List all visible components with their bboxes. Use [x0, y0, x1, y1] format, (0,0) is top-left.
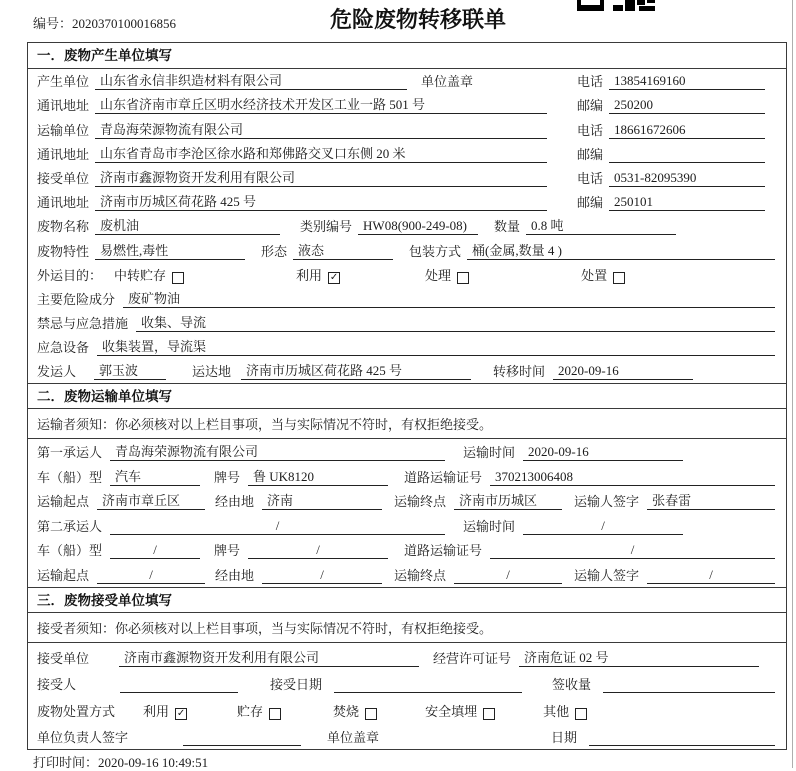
received-qty-label: 签收量: [552, 677, 592, 692]
endpoint-label: 运输终点: [394, 568, 447, 583]
emergency-label: 禁忌与应急措施: [37, 316, 129, 332]
received-qty-field: [603, 677, 775, 693]
receiver-address-field: 济南市历城区荷花路 425 号: [95, 191, 547, 211]
disposal-burn-label: 焚烧: [333, 703, 360, 719]
waste-name-row: [28, 214, 786, 238]
equipment-field: 收集装置，导流渠: [97, 336, 775, 356]
address-label: 通讯地址: [37, 195, 90, 211]
shipper-label: 发运人: [37, 364, 77, 380]
serial-number: [33, 13, 176, 32]
zip-label: 邮编: [576, 98, 603, 114]
vehicle-type1-field: 汽车: [110, 466, 200, 486]
purpose-transfer-label: 中转贮存: [114, 267, 167, 283]
receiver-label: 接受单位: [37, 170, 90, 186]
road-permit-label: 道路运输证号: [404, 543, 483, 559]
receiver-zip-field: 250101: [609, 194, 765, 211]
vehicle-type2-field: /: [110, 542, 200, 559]
receiver-row: [28, 166, 786, 190]
transport-time-label: 运输时间: [463, 518, 516, 534]
transporter-label: 运输单位: [37, 122, 90, 138]
packaging-field: 桶(金属,数量 4 ): [467, 240, 775, 260]
quantity-field: 0.8 吨: [526, 215, 676, 235]
origin2-field: /: [97, 567, 205, 584]
shipper-field: 郭玉波: [94, 360, 166, 380]
disposal-landfill-checkbox: [483, 708, 495, 720]
equipment-label: 应急设备: [37, 340, 90, 356]
qr-code-fragment: [577, 0, 657, 12]
transporter-address-field: 山东省青岛市李沧区徐水路和郑佛路交叉口东侧 20 米: [95, 143, 547, 163]
purpose-label: 外运目的：: [37, 267, 103, 283]
waste-name-field: 废机油: [95, 215, 280, 235]
carrier-sign-label: 运输人签字: [574, 568, 640, 583]
unit-seal-label: 单位盖章: [421, 74, 474, 90]
equipment-row: [28, 335, 786, 359]
transporter-notice: 运输者须知：你必须核对以上栏目事项，当与实际情况不符时，有权拒绝接受。: [28, 409, 786, 439]
transporter-address-row: [28, 142, 786, 166]
shipper-row: [28, 359, 786, 383]
endpoint2-field: /: [454, 567, 562, 584]
carrier2-row: [28, 513, 786, 538]
purpose-treat-checkbox: [457, 272, 469, 284]
disposal-row: [28, 696, 786, 723]
emergency-row: [28, 311, 786, 335]
producer-address-row: [28, 93, 786, 117]
road-permit-label: 道路运输证号: [404, 469, 483, 485]
phone-label: 电话: [576, 170, 603, 186]
purpose-treat-label: 处理: [425, 267, 452, 283]
manager-sign-field: [183, 730, 301, 746]
hazard-label: 主要危险成分: [37, 291, 116, 307]
carrier-sign2-field: /: [647, 567, 775, 584]
disposal-use-checkbox: ✓: [176, 707, 186, 719]
transfer-time-field: 2020-09-16: [553, 363, 693, 380]
origin-label: 运输起点: [37, 568, 90, 583]
accept-unit-field: 济南市鑫源物资开发利用有限公司: [119, 647, 419, 667]
unit-seal-label: 单位盖章: [327, 730, 380, 745]
phone-label: 电话: [576, 74, 603, 90]
disposal-store-checkbox: [269, 708, 281, 720]
via2-field: /: [262, 567, 382, 584]
section2-heading: 二．废物运输单位填写: [28, 383, 786, 409]
print-time-label: 打印时间：: [33, 755, 99, 770]
endpoint-label: 运输终点: [394, 494, 447, 510]
category-field: HW08(900-249-08): [358, 218, 478, 235]
transporter-phone-field: 18661672606: [609, 122, 765, 139]
waste-props-row: [28, 238, 786, 262]
carrier1-field: 青岛海荣源物流有限公司: [110, 441, 445, 461]
date-label: 日期: [551, 730, 578, 745]
waste-props-label: 废物特性: [37, 243, 90, 259]
accept-unit-label: 接受单位: [37, 650, 90, 666]
accept-date-field: [334, 677, 522, 693]
origin-label: 运输起点: [37, 494, 90, 510]
section2-body: [28, 439, 786, 587]
purpose-transfer-checkbox: [172, 272, 184, 284]
section1-body: [28, 69, 786, 383]
purpose-dispose-checkbox: [613, 272, 625, 284]
receiver-address-row: [28, 190, 786, 214]
packaging-label: 包装方式: [409, 243, 462, 259]
producer-row: [28, 69, 786, 93]
transfer-time-label: 转移时间: [493, 364, 546, 380]
accept-date-label: 接受日期: [270, 677, 323, 692]
license-label: 经营许可证号: [433, 650, 512, 666]
origin1-field: 济南市章丘区: [97, 490, 205, 510]
date-field: [589, 730, 775, 746]
section3-body: [28, 643, 786, 749]
transfer-form: [27, 42, 787, 750]
transport-time2-field: /: [523, 518, 683, 535]
purpose-use-checkbox: ✓: [329, 271, 339, 283]
transporter-field: 青岛海荣源物流有限公司: [95, 119, 547, 139]
carrier2-field: /: [110, 518, 445, 535]
carrier2-label: 第二承运人: [37, 518, 103, 534]
page-title: 危险废物转移联单: [330, 7, 507, 32]
destination-label: 运达地: [192, 364, 232, 380]
acceptor-field: [120, 677, 238, 693]
vehicle1-row: [28, 464, 786, 489]
transport-time1-field: 2020-09-16: [523, 444, 683, 461]
vehicle-type-label: 车（船）型: [37, 469, 103, 485]
plate-label: 牌号: [214, 543, 241, 559]
quantity-label: 数量: [494, 219, 521, 235]
disposal-label: 废物处置方式: [37, 703, 116, 719]
disposal-burn-checkbox: [365, 708, 377, 720]
road-permit2-field: /: [490, 542, 775, 559]
disposal-landfill-label: 安全填埋: [425, 703, 478, 719]
section1-heading: 一．废物产生单位填写: [28, 43, 786, 69]
print-time: [33, 752, 208, 771]
zip-label: 邮编: [576, 195, 603, 211]
license-field: 济南危证 02 号: [519, 647, 759, 667]
producer-phone-field: 13854169160: [609, 73, 765, 90]
disposal-other-checkbox: [575, 708, 587, 720]
transporter-zip-field: [609, 147, 765, 163]
transporter-row: [28, 117, 786, 141]
vehicle-type-label: 车（船）型: [37, 543, 103, 559]
waste-name-label: 废物名称: [37, 219, 90, 235]
waste-props-field: 易燃性,毒性: [95, 240, 245, 260]
carrier1-row: [28, 439, 786, 464]
disposal-other-label: 其他: [543, 703, 570, 719]
transport-time-label: 运输时间: [463, 445, 516, 461]
via-label: 经由地: [215, 568, 255, 583]
phone-label: 电话: [576, 122, 603, 138]
producer-address-field: 山东省济南市章丘区明水经济技术开发区工业一路 501 号: [95, 94, 547, 114]
receiver-field: 济南市鑫源物资开发利用有限公司: [95, 167, 547, 187]
manager-sign-label: 单位负责人签字: [37, 730, 129, 745]
window-edge-line: [792, 0, 793, 768]
route2-row: [28, 562, 786, 587]
serial-label: 编号：: [33, 16, 73, 31]
plate1-field: 鲁 UK8120: [248, 466, 388, 486]
hazard-row: [28, 287, 786, 311]
category-label: 类别编号: [300, 219, 353, 235]
purpose-use-label: 利用: [296, 267, 323, 283]
serial-value: 2020370100016856: [72, 16, 177, 31]
emergency-field: 收集、导流: [136, 312, 775, 332]
receiver-notice: 接受者须知：你必须核对以上栏目事项，当与实际情况不符时，有权拒绝接受。: [28, 613, 786, 643]
road-permit1-field: 370213006408: [490, 469, 775, 486]
form-label: 形态: [261, 243, 288, 259]
purpose-row: [28, 263, 786, 287]
address-label: 通讯地址: [37, 146, 90, 162]
destination-field: 济南市历城区荷花路 425 号: [241, 360, 471, 380]
producer-field: 山东省永信非织造材料有限公司: [95, 70, 407, 90]
form-field: 液态: [293, 240, 393, 260]
zip-label: 邮编: [576, 146, 603, 162]
route1-row: [28, 489, 786, 514]
print-time-value: 2020-09-16 10:49:51: [98, 755, 209, 770]
via-label: 经由地: [215, 494, 255, 510]
receiver-phone-field: 0531-82095390: [609, 170, 765, 187]
endpoint1-field: 济南市历城区: [454, 490, 562, 510]
address-label: 通讯地址: [37, 98, 90, 114]
accept-unit-row: [28, 643, 786, 670]
producer-label: 产生单位: [37, 74, 90, 90]
carrier-sign1-field: 张春雷: [647, 490, 775, 510]
producer-zip-field: 250200: [609, 97, 765, 114]
carrier-sign-label: 运输人签字: [574, 494, 640, 510]
disposal-store-label: 贮存: [237, 703, 264, 719]
section3-heading: 三．废物接受单位填写: [28, 587, 786, 613]
plate-label: 牌号: [214, 469, 241, 485]
hazard-field: 废矿物油: [123, 288, 775, 308]
plate2-field: /: [248, 542, 388, 559]
carrier1-label: 第一承运人: [37, 445, 103, 461]
manager-sign-row: [28, 723, 786, 750]
acceptor-label: 接受人: [37, 677, 77, 692]
purpose-dispose-label: 处置: [581, 267, 608, 283]
disposal-use-label: 利用: [143, 703, 170, 719]
vehicle2-row: [28, 538, 786, 563]
acceptor-row: [28, 670, 786, 697]
via1-field: 济南: [262, 490, 382, 510]
